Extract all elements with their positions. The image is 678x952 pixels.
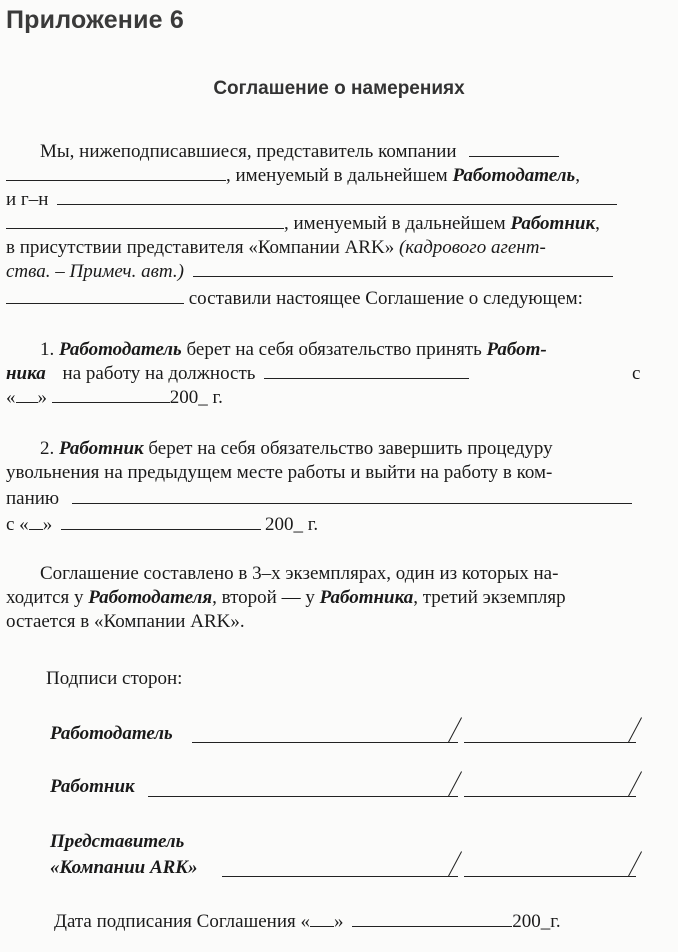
p3-text: » — [42, 514, 53, 535]
p4-line-1 — [6, 562, 646, 586]
month-blank[interactable] — [52, 386, 170, 403]
p1-line-2 — [6, 164, 646, 188]
p1-text: , — [595, 213, 600, 234]
employee-term: ника — [6, 363, 46, 384]
p2-text: с — [632, 363, 641, 384]
employee-name-blank-2[interactable] — [6, 212, 284, 229]
employee-term: Работника — [319, 587, 414, 608]
employer-term: Работодатель — [452, 165, 576, 186]
employer-rep-blank[interactable] — [6, 164, 226, 181]
p4-text: остается в «Компании ARK». — [6, 611, 245, 632]
p1-line-4 — [6, 212, 646, 236]
p2-line-3 — [6, 386, 646, 410]
employer-term: Работодатель — [59, 339, 182, 360]
ark-rep-signature-label: Представитель — [50, 831, 185, 852]
p1-text: составили настоящее Соглашение о следующем: — [188, 288, 583, 309]
p4-text: , третий экземпляр — [413, 587, 566, 608]
date-day-blank[interactable] — [310, 910, 334, 927]
p1-line-1 — [6, 140, 646, 164]
p3-text: 2. — [40, 438, 55, 459]
company-blank[interactable] — [72, 487, 632, 504]
signatures-heading: Подписи сторон: — [46, 668, 183, 689]
ark-rep-signature-line[interactable] — [222, 876, 458, 877]
p3-text: 200_ г. — [264, 514, 319, 535]
company-name-blank[interactable] — [469, 140, 559, 157]
employee-term: Работ- — [486, 339, 547, 360]
p4-line-3 — [6, 610, 646, 634]
ark-rep-signature-label-2: «Компании ARK» — [50, 857, 198, 878]
p4-text: Соглашение составлено в 3–х экземплярах, один из которых на- — [40, 563, 559, 584]
p4-text: , второй — у — [212, 587, 315, 608]
p3-line-1 — [6, 437, 646, 461]
slash-divider — [448, 717, 462, 742]
employer-signature-line-2[interactable] — [464, 742, 636, 743]
p1-note: (кадрового агент- — [398, 237, 546, 258]
p1-text: , именуемый в дальнейшем — [226, 165, 448, 186]
month-blank[interactable] — [61, 513, 261, 530]
p2-text: 1. — [40, 339, 55, 360]
ark-rep-signature-line-2[interactable] — [464, 876, 636, 877]
p1-text: , именуемый в дальнейшем — [284, 213, 506, 234]
p2-text: на работу на должность — [62, 363, 256, 384]
p3-text: с « — [6, 514, 29, 535]
p3-line-4 — [6, 513, 646, 537]
slash-divider — [628, 771, 642, 796]
p2-text: « — [6, 387, 16, 408]
employee-term: Работник — [510, 213, 596, 234]
signing-date-line — [54, 910, 678, 934]
employee-name-blank[interactable] — [57, 188, 617, 205]
slash-divider — [448, 771, 462, 796]
ark-rep-blank[interactable] — [193, 260, 613, 277]
p3-text: панию — [6, 488, 60, 509]
p1-text: Мы, нижеподписавшиеся, представитель компании — [40, 141, 457, 162]
p1-line-6 — [6, 260, 646, 284]
position-blank[interactable] — [264, 362, 469, 379]
day-blank[interactable] — [29, 513, 43, 530]
appendix-label: Приложение 6 — [6, 6, 185, 34]
p1-line-5 — [6, 236, 646, 260]
slash-divider — [448, 851, 462, 876]
p4-text: ходится у — [6, 587, 84, 608]
slash-divider — [628, 717, 642, 742]
day-blank[interactable] — [16, 386, 38, 403]
employer-signature-line[interactable] — [192, 742, 458, 743]
p3-line-3 — [6, 487, 646, 511]
employer-term: Работодателя — [88, 587, 213, 608]
p2-text: » — [37, 387, 47, 408]
employer-signature-label: Работодатель — [50, 723, 173, 744]
p1-line-7 — [6, 287, 646, 311]
document-title: Соглашение о намерениях — [213, 78, 465, 99]
employee-term: Работник — [59, 438, 144, 459]
p3-line-2 — [6, 461, 646, 485]
p2-line-2 — [6, 362, 646, 386]
employee-signature-line[interactable] — [148, 796, 458, 797]
p1-text: и г–н — [6, 189, 49, 210]
p2-text: берет на себя обязательство принять — [186, 339, 482, 360]
slash-divider — [628, 851, 642, 876]
p4-line-2 — [6, 586, 646, 610]
p2-line-1 — [6, 338, 646, 362]
date-text: 200_г. — [512, 911, 561, 932]
p1-note: ства. – Примеч. авт.) — [6, 261, 184, 282]
employee-signature-label: Работник — [50, 776, 135, 797]
p3-text: увольнения на предыдущем месте работы и выйти на работу в ком- — [6, 462, 553, 483]
date-text: » — [333, 911, 344, 932]
p1-line-3 — [6, 188, 646, 212]
date-text: Дата подписания Соглашения « — [54, 911, 310, 932]
p1-text: в присутствии представителя «Компании ARK» — [6, 237, 395, 258]
p1-text: , — [575, 165, 580, 186]
employee-signature-line-2[interactable] — [464, 796, 636, 797]
ark-rep-blank-2[interactable] — [6, 287, 184, 304]
p2-text: 200_ г. — [169, 387, 223, 408]
p3-text: берет на себя обязательство завершить процедуру — [148, 438, 553, 459]
date-month-blank[interactable] — [352, 910, 512, 927]
